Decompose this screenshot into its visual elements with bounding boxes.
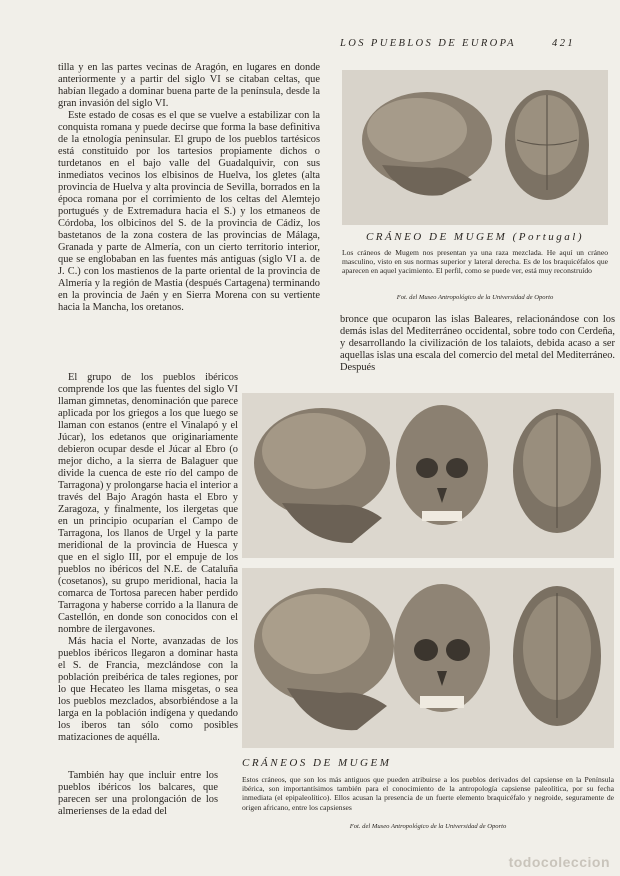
figure-top-caption: Los cráneos de Mugem nos presentan ya una raza mezclada. He aquí un cráneo masculino, visto en sus normas superior y lateral derecha. Es de los braquicéfalos que aparecen en aquel yacimiento. El perfil, como se puede ver, está muy reconstruído bbox=[342, 248, 608, 276]
page-number: 421 bbox=[552, 38, 575, 49]
skull-photo-top bbox=[342, 70, 608, 225]
running-title: LOS PUEBLOS DE EUROPA bbox=[340, 38, 516, 49]
running-head bbox=[340, 38, 575, 49]
figure-top-credit: Fot. del Museo Antropológico de la Universidad de Oporto bbox=[396, 294, 554, 301]
left-column-top bbox=[58, 62, 320, 314]
skull-illustration-row-1 bbox=[242, 393, 614, 558]
left-column-bottom bbox=[58, 770, 218, 818]
watermark-logo: todocoleccion bbox=[508, 854, 610, 870]
paragraph: Más hacia el Norte, avanzadas de los pueblos ibéricos llegaron a dominar hasta el S. de Francia, mezclándose con la población preibérica de tales regiones, por lo que Hecateo les llama misgetas, o sea los pueblos mezclados, absorbiéndose a la larga en la población indígena y quedando los iberos tan sólo como posibles matizaciones de aquélla. bbox=[58, 636, 238, 743]
figure-bottom-credit: Fot. del Museo Antropológico de la Universidad de Oporto bbox=[349, 823, 507, 830]
paragraph: Este estado de cosas es el que se vuelve a estabilizar con la conquista romana y puede decirse que forma la base definitiva de la etnología peninsular. El grupo de los pueblos tartésicos está constituido por los tartesios propiamente dichos o turdetanos en el bajo valle del Guadalquivir, con sus inmediatos vecinos los elbisinos de Huelva, los gletes (alta provincia de Huelva y alta provincia de Sevilla, borrados en la época romana por el corrimiento de los celtas del Alemtejo portugués y de Extremadura hacia el S.) y los etmaneos de Córdoba, los olbicinos del S. de la provincia de Cádiz, los bastetanos de la zona costera de las provincias de Málaga, Granada y parte de Almería, con un cierto territorio interior, que se englobaban en las fuentes más antiguas (siglo VI a. de J. C.) con los mastienos de la parte oriental de la provincia de Almería y la región de Mastia (después Cartagena) terminando en la provincia de Jaén y en Sierra Morena con su vertiente hacia la Mancha, los oretanos. bbox=[58, 110, 320, 313]
paragraph: También hay que incluir entre los pueblos ibéricos los balcares, que parecen ser una prolongación de los almerienses de la edad del bbox=[58, 770, 218, 817]
left-column-narrow bbox=[58, 372, 238, 744]
figure-top-title: CRÁNEO DE MUGEM (Portugal) bbox=[365, 231, 585, 243]
figure-bottom-caption: Estos cráneos, que son los más antiguos que pueden atribuirse a los pueblos derivados del capsiense en la Península ibérica, son importantísimos también para el conocimiento de la antropología capsiense paleolítica, por su fecha inmediata (el epipaleolítico). Ellos acusan la presencia de un fuerte elemento braquicéfalo y negroide, seguramente de origen africano, entre los capsienses bbox=[242, 775, 614, 812]
figure-bottom-title: CRÁNEOS DE MUGEM bbox=[242, 757, 392, 769]
skull-photo-row-2 bbox=[242, 568, 614, 748]
paragraph: El grupo de los pueblos ibéricos comprende los que las fuentes del siglo VI llaman gimnetas, denominación que parece aplicada por los griegos a los que luego se llaman con estanos (entre el Vinalapó y el Júcar), los edetanos que originariamente debieron ocupar desde el Júcar al Ebro (o mejor dicho, a la sierra de Balaguer que divide la cuenca de este río del campo de Tarragona) y prolongarse hacia el interior a través del Bajo Aragón hasta el Ebro y Zaragoza, y finalmente, los ilergetas que en un principio ocuparían el Campo de Tarragona, los llanos de Urgel y la parte meridional de la provincia de Huesca y que en el siglo III, por el empuje de los pueblos no ibéricos del N.E. de Cataluña (cosetanos), su grupo meridional, hacia la comarca de Tortosa parecen haber perdido Tarragona y haberse corrido a la llanura de Castellón, en donde son conocidos con el nombre de ilergavones. bbox=[58, 372, 238, 635]
paragraph: bronce que ocuparon las islas Baleares, relacionándose con los demás islas del Mediterráneo occidental, sobre todo con Cerdeña, y desarrollando la civilización de los talaiots, debida acaso a ser aquellas islas una escala del comercio del metal del Mediterráneo. Después bbox=[340, 314, 615, 373]
skull-photo-row-1 bbox=[242, 393, 614, 558]
paragraph: tilla y en las partes vecinas de Aragón, en lugares en donde anteriormente y a partir del siglo VI se citaban celtas, que habían llegado a dominar buena parte de la península, desde la gran invasión del siglo VI. bbox=[58, 62, 320, 109]
skull-illustration-top bbox=[342, 70, 608, 225]
right-column bbox=[340, 314, 615, 374]
skull-illustration-row-2 bbox=[242, 568, 614, 748]
